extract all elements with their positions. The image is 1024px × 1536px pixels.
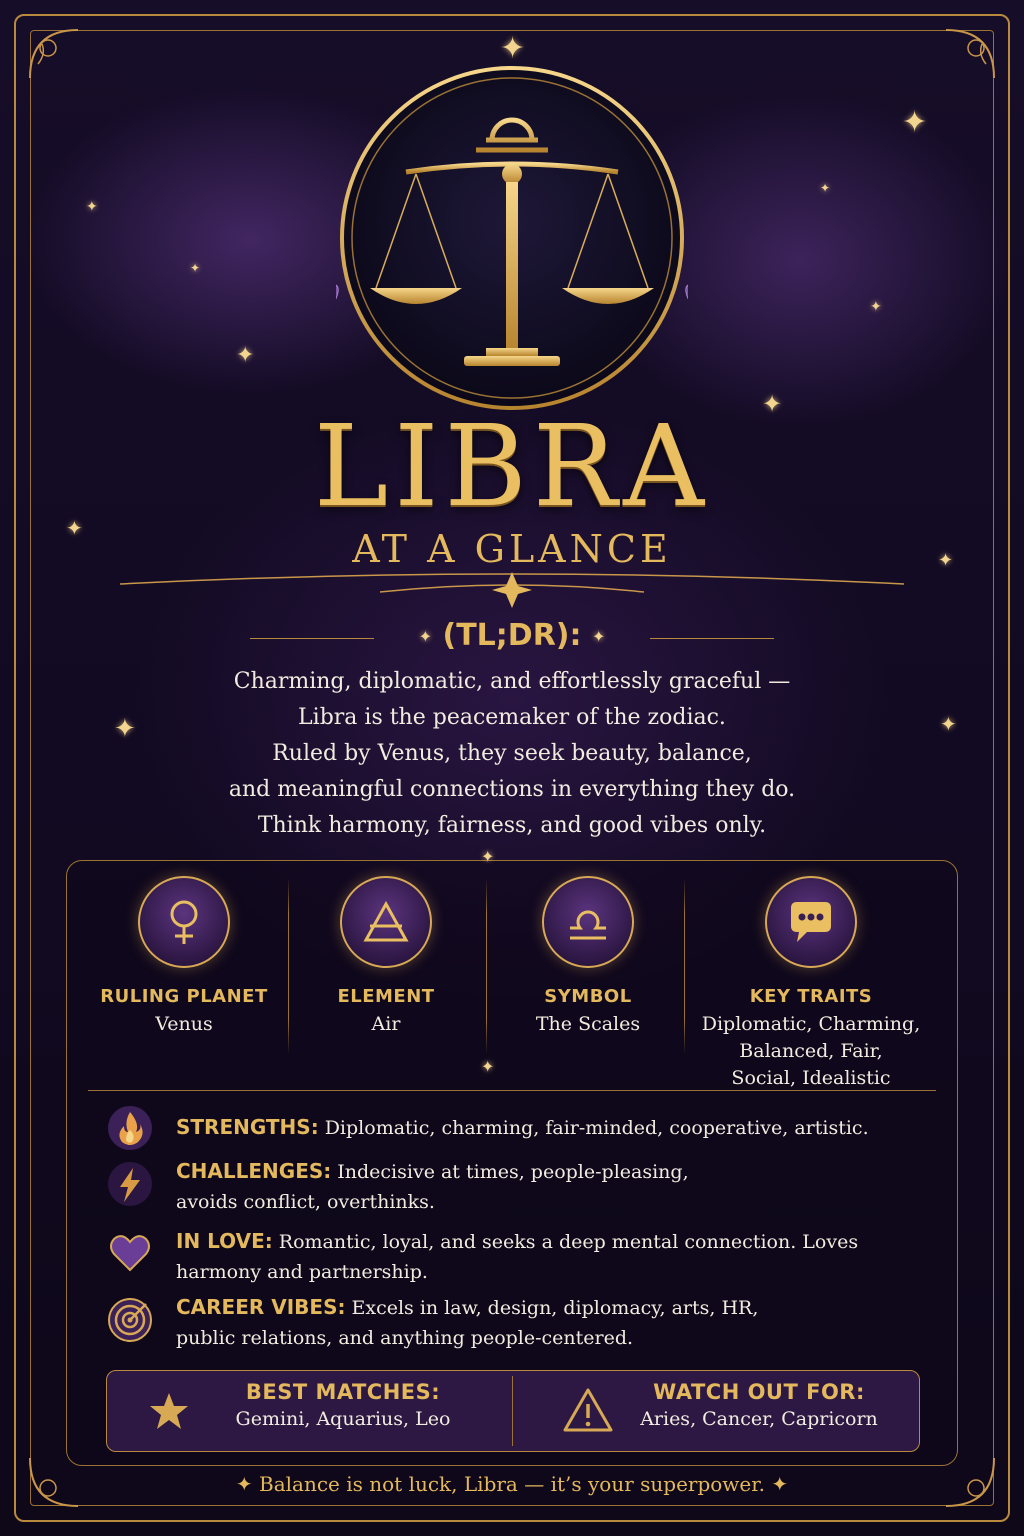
sparkle-icon: ✦ (481, 1057, 495, 1076)
speech-bubble-icon (765, 876, 857, 968)
stat-label: ELEMENT (337, 986, 435, 1007)
sparkle-icon: ✦ (500, 31, 526, 66)
stat-label: KEY TRAITS (749, 986, 873, 1007)
libra-symbol-icon (542, 876, 634, 968)
stat-symbol (488, 876, 688, 1038)
venus-icon (138, 876, 230, 968)
star-icon (148, 1390, 190, 1432)
best-matches-label: BEST MATCHES: (245, 1380, 441, 1404)
tldr-line: and meaningful connections in everything they do. (228, 777, 796, 802)
stat-value: Venus (155, 1013, 213, 1035)
stat-label: RULING PLANET (100, 986, 268, 1007)
flame-icon (106, 1104, 154, 1152)
stat-ruling-planet (84, 876, 284, 1038)
detail-key: CHALLENGES: (176, 1159, 332, 1183)
sparkle-icon: ✦ (481, 847, 495, 866)
corner-ornament-icon (24, 24, 84, 84)
best-matches (202, 1380, 484, 1430)
trait-line: Balanced, Fair, (739, 1040, 883, 1062)
detail-key: IN LOVE: (176, 1229, 273, 1253)
detail-key: STRENGTHS: (176, 1115, 319, 1139)
stat-label: SYMBOL (544, 986, 632, 1007)
sparkle-icon: ✦ (236, 343, 255, 368)
ornamental-divider-icon (120, 564, 904, 610)
sparkle-icon: ✦ (938, 550, 954, 571)
tldr-line: Ruled by Venus, they seek beauty, balance, (272, 741, 752, 766)
detail-text: Diplomatic, charming, fair-minded, cooperative, artistic. (324, 1117, 869, 1139)
matches-divider (512, 1376, 513, 1446)
page-subtitle: AT A GLANCE (352, 527, 672, 571)
sparkle-icon: ✦ (418, 626, 433, 646)
sparkle-icon: ✦ (591, 626, 606, 646)
stat-divider (684, 878, 685, 1054)
section-divider (88, 1090, 936, 1091)
trait-line: Diplomatic, Charming, (701, 1013, 921, 1035)
watch-out-value: Aries, Cancer, Capricorn (640, 1408, 878, 1430)
heart-icon (106, 1228, 154, 1276)
stat-element (286, 876, 486, 1038)
detail-text: Indecisive at times, people-pleasing, avoids conflict, overthinks. (176, 1161, 689, 1213)
sparkle-icon: ✦ (114, 714, 136, 744)
sparkle-icon: ✦ (66, 516, 83, 540)
tldr-heading (0, 618, 1024, 653)
air-element-icon (340, 876, 432, 968)
stat-value (700, 1011, 922, 1092)
best-matches-value: Gemini, Aquarius, Leo (235, 1408, 451, 1430)
footer-tagline: ✦ Balance is not luck, Libra — it’s your superpower. ✦ (235, 1472, 789, 1496)
tldr-line: Think harmony, fairness, and good vibes only. (257, 813, 767, 838)
stat-divider (486, 878, 487, 1054)
sparkle-icon: ✦ (940, 712, 957, 736)
stat-key-traits (700, 876, 922, 1092)
detail-key: CAREER VIBES: (176, 1295, 346, 1319)
trait-line: Social, Idealistic (731, 1067, 891, 1089)
tldr-line: Libra is the peacemaker of the zodiac. (298, 705, 726, 730)
watch-out-for (622, 1380, 896, 1430)
watch-out-label: WATCH OUT FOR: (653, 1380, 865, 1404)
corner-ornament-icon (940, 24, 1000, 84)
sparkle-icon: ✦ (902, 105, 928, 140)
target-icon (106, 1296, 154, 1344)
sparkle-icon: ✦ (870, 299, 882, 315)
stat-value: The Scales (535, 1013, 641, 1035)
sparkle-icon: ✦ (190, 261, 201, 275)
detail-text: Romantic, loyal, and seeks a deep mental connection. Loves harmony and partnership. (176, 1231, 859, 1283)
lightning-icon (106, 1160, 154, 1208)
tldr-line: Charming, diplomatic, and effortlessly graceful — (233, 669, 791, 694)
sparkle-icon: ✦ (762, 390, 783, 418)
stat-value: Air (371, 1013, 401, 1035)
detail-text: Excels in law, design, diplomacy, arts, HR, public relations, and anything people-centered. (176, 1297, 759, 1349)
libra-scales-emblem-icon (336, 62, 688, 414)
warning-icon (562, 1386, 614, 1434)
tldr-heading-text: (TL;DR): (442, 618, 582, 653)
page-title: LIBRA (313, 402, 711, 532)
sparkle-icon: ✦ (86, 199, 98, 215)
tldr-body (0, 664, 1024, 844)
sparkle-icon: ✦ (820, 181, 831, 195)
